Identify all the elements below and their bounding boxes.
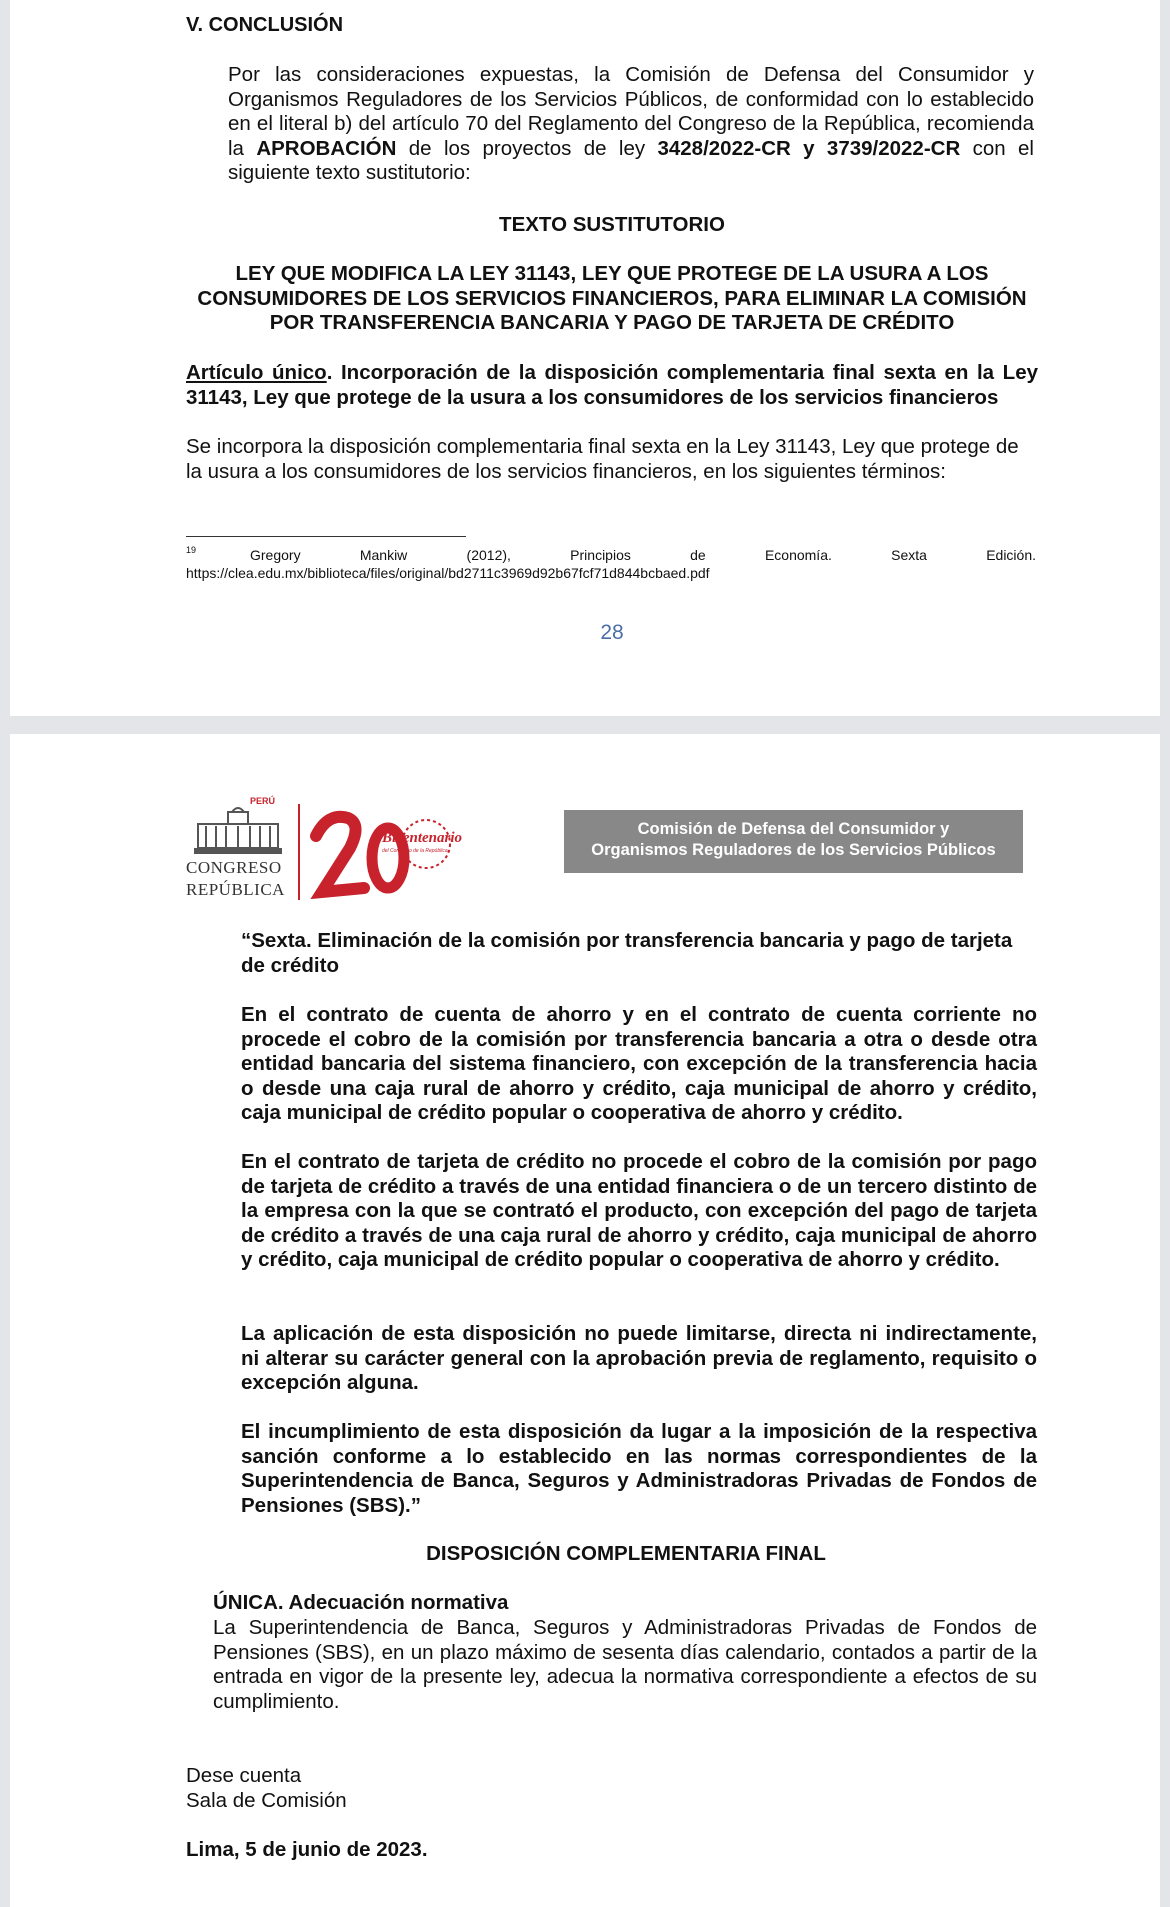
lima-date: Lima, 5 de junio de 2023.	[186, 1838, 428, 1861]
sala-de-comision: Sala de Comisión	[186, 1789, 347, 1812]
commission-header-box	[564, 810, 1023, 873]
sexta-paragraph-2: En el contrato de tarjeta de crédito no procede el cobro de la comisión por pago de tarjeta de crédito a través de una entidad financiera o de un tercero distinto de la empresa con la que se contrató el producto, con excepción del pago de tarjeta de crédito a través de una caja rural de ahorro y crédito, caja municipal de ahorro y crédito, caja municipal de crédito popular o cooperativa de ahorro y crédito.	[241, 1150, 1037, 1272]
sexta-paragraph-3: La aplicación de esta disposición no puede limitarse, directa ni indirectamente, ni alterar su carácter general con la aprobación previa de reglamento, requisito o excepción alguna.	[241, 1322, 1037, 1395]
republica-label: REPÚBLICA	[186, 880, 285, 899]
law-title: LEY QUE MODIFICA LA LEY 31143, LEY QUE PROTEGE DE LA USURA A LOS CONSUMIDORES DE LOS SERVICIOS FINANCIEROS, PARA ELIMINAR LA COMISIÓN POR TRANSFERENCIA BANCARIA Y PAGO DE TARJETA DE CRÉDITO	[197, 262, 1027, 335]
intro-paragraph	[228, 63, 1034, 186]
footnote-divider	[186, 536, 466, 537]
intro-bold-aprobacion: APROBACIÓN	[256, 136, 397, 160]
sexta-paragraph-4: El incumplimiento de esta disposición da lugar a la imposición de la respectiva sanción conforme a lo establecido en las normas correspondientes de la Superintendencia de Banca, Seguros y Administradoras Privadas de Fondos de Pensiones (SBS).”	[241, 1420, 1037, 1517]
disposicion-heading: DISPOSICIÓN COMPLEMENTARIA FINAL	[426, 1542, 826, 1565]
intro-text-pre: Por las consideraciones expuestas, la Comisión de Defensa del Consumidor y Organismos Reguladores de los Servicios Públicos, de conformidad con lo establecido en el literal b) del artículo 70 del Reglamento del Congreso de la República, recomienda la	[228, 63, 1034, 160]
peru-label: PERÚ	[250, 796, 276, 806]
sexta-title: “Sexta. Eliminación de la comisión por transferencia bancaria y pago de tarjeta de crédito	[241, 929, 1013, 977]
unica-title: ÚNICA. Adecuación normativa	[213, 1591, 509, 1614]
bicentenario-sublabel: del Congreso de la República	[382, 848, 448, 854]
footnote-text: Gregory Mankiw (2012), Principios de Economía. Sexta Edición.	[250, 547, 1036, 563]
bicentenario-label: Bicentenario	[382, 830, 463, 846]
sexta-paragraph-1: En el contrato de cuenta de ahorro y en el contrato de cuenta corriente no procede el cobro de la comisión por transferencia bancaria a otra o desde otra entidad bancaria del sistema financiero, con excepción de la transferencia hacia o desde una caja rural de ahorro y crédito, caja municipal de ahorro y crédito, caja municipal de crédito popular o cooperativa de ahorro y crédito.	[241, 1003, 1037, 1125]
article-label: Artículo único	[186, 361, 327, 384]
unica-body: La Superintendencia de Banca, Seguros y Administradoras Privadas de Fondos de Pensiones (SBS), en un plazo máximo de sesenta días calendario, contados a partir de la entrada en vigor de la presente ley, adecua la normativa correspondiente a efectos de su cumplimiento.	[213, 1616, 1037, 1713]
document-page-29	[10, 734, 1160, 1907]
footnote-url: https://clea.edu.mx/biblioteca/files/original/bd2711c3969d92b67fcf71d844bcbaed.pdf	[186, 565, 710, 581]
page-number: 28	[600, 621, 624, 644]
footnote-number: 19	[186, 545, 197, 555]
texto-sustitutorio-heading: TEXTO SUSTITUTORIO	[499, 213, 725, 236]
intro-text-mid: de los proyectos de ley	[396, 136, 658, 160]
palace-icon	[192, 804, 284, 856]
dese-cuenta: Dese cuenta	[186, 1764, 302, 1787]
article-title: . Incorporación de la disposición complementaria final sexta en la Ley 31143, Ley que protege de la usura a los consumidores de los servicios financieros	[186, 361, 1038, 409]
logo-divider	[298, 804, 300, 900]
section-heading: V. CONCLUSIÓN	[186, 14, 344, 36]
article-heading	[186, 361, 1038, 410]
document-page-28	[10, 0, 1160, 716]
intro-bold-bills: 3428/2022-CR y 3739/2022-CR	[657, 136, 961, 160]
article-body: Se incorpora la disposición complementaria final sexta en la Ley 31143, Ley que protege de la usura a los consumidores de los servicios financieros, en los siguientes términos:	[186, 435, 1019, 483]
intro-text-post: con el siguiente texto sustitutorio:	[228, 136, 1034, 185]
congreso-label: CONGRESO	[186, 858, 282, 877]
commission-line-1: Comisión de Defensa del Consumidor y	[637, 820, 950, 838]
congreso-logo	[186, 796, 476, 908]
commission-line-2: Organismos Reguladores de los Servicios Públicos	[591, 841, 996, 859]
